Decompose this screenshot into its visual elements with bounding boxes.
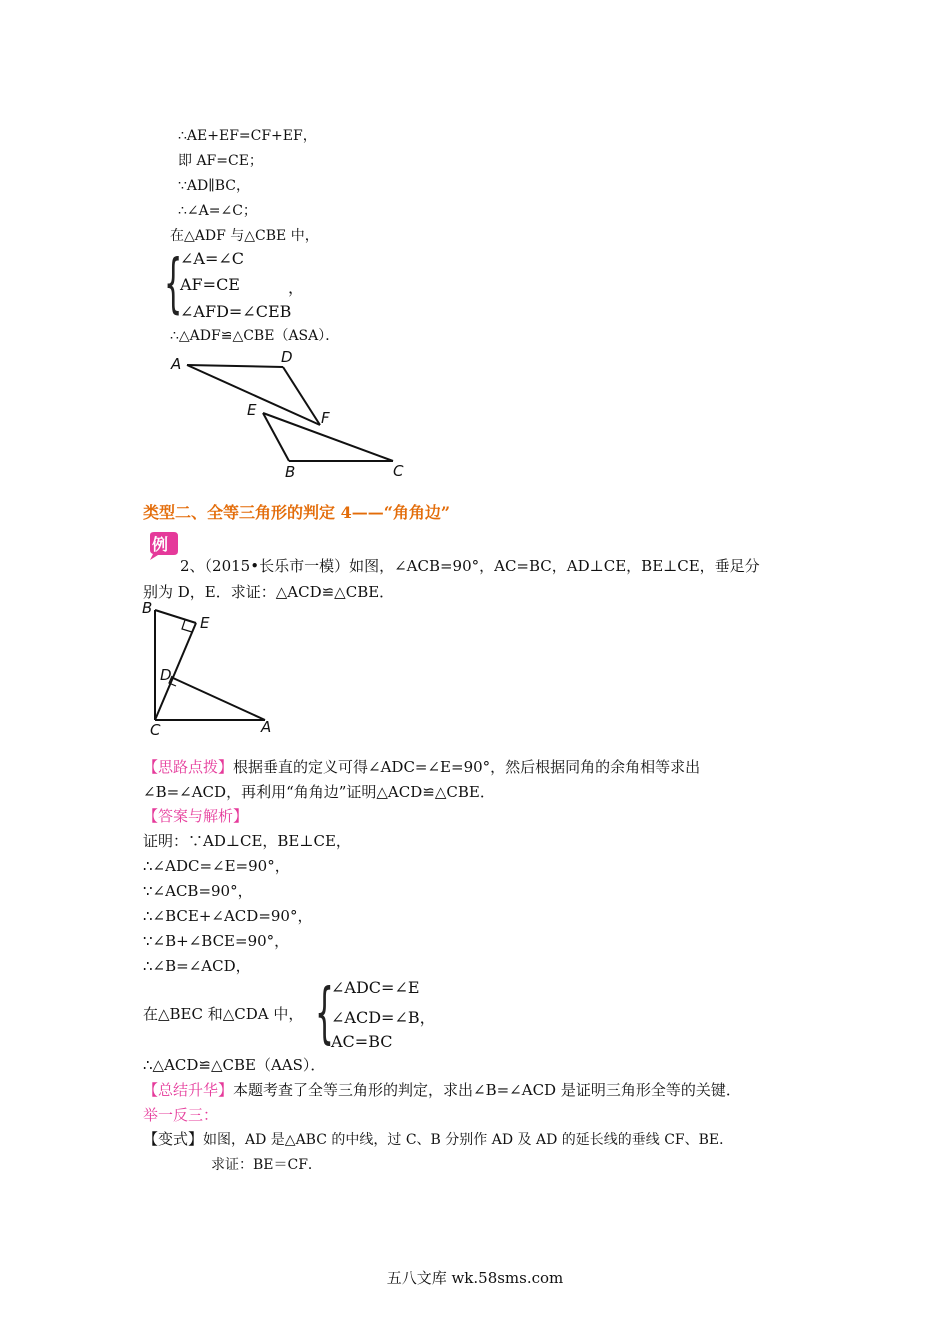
brace-comma: ， [288,278,305,297]
label-f: F [321,409,330,427]
example2-line2: 别为 D，E．求证：△ACD≌△CBE． [143,583,395,601]
label-b: B [285,463,296,481]
hint-line2: ∠B=∠ACD，再利用“角角边”证明△ACD≌△CBE． [143,783,495,801]
label-c: C [393,462,404,480]
segment-be [155,610,196,623]
example2-line1: 2、（2015•长乐市一模）如图，∠ACB=90°，AC=BC，AD⊥CE，BE⊥CE，垂足分 [180,557,760,575]
summary-tag: 【总结升华】 [143,1081,234,1099]
segment-ad [173,678,265,720]
brace-line-3: ∠AFD=∠CEB [180,302,292,321]
brace-line-3: AC=BC [331,1032,393,1051]
brace-line-1: ∠A=∠C [180,249,245,268]
variant-tag: 【变式】 [143,1130,204,1148]
proof2-line3: ∵∠ACB=90°， [143,882,253,900]
hint-tag: 【思路点拨】 [143,758,234,776]
figure-parallelogram-diagram [165,345,415,485]
label-d: D [281,348,293,366]
proof2-line1: 证明：∵AD⊥CE，BE⊥CE， [143,832,351,850]
label-e: E [247,401,257,419]
label-a: A [171,355,182,373]
label-a: A [261,718,272,736]
brace-line-2: AF=CE [180,275,240,294]
left-brace: { [164,247,183,321]
proof1-line2: 即 AF=CE； [178,153,263,169]
hint-line1 [143,757,700,777]
proof2-conclusion: ∴△ACD≌△CBE（AAS）． [143,1056,326,1074]
label-e: E [200,614,210,632]
segment-ad [187,365,283,367]
practice-heading: 举一反三： [143,1106,219,1124]
brace-line-2: ∠ACD=∠B， [331,1008,436,1027]
figure-right-triangle-diagram [140,598,290,743]
proof2-line5: ∵∠B+∠BCE=90°， [143,932,290,950]
proof1-line4: ∴∠A=∠C； [178,203,257,219]
brace-line-1: ∠ADC=∠E [331,978,420,997]
page-footer: 五八文库 wk.58sms.com [386,1269,564,1287]
section-title: 类型二、全等三角形的判定 4——“角角边” [143,503,451,522]
label-b: B [142,599,153,617]
proof2-line2: ∴∠ADC=∠E=90°， [143,857,290,875]
answer-tag: 【答案与解析】 [143,807,249,825]
proof1-line1: ∴AE+EF=CF+EF， [178,128,317,144]
left-brace: { [315,974,334,1051]
variant-line2: 求证：BE＝CF． [211,1157,322,1173]
example-badge-label: 例 [152,535,169,554]
summary-line [143,1080,741,1100]
label-c: C [150,721,161,739]
hint-text-1: 根据垂直的定义可得∠ADC=∠E=90°，然后根据同角的余角相等求出 [233,758,701,776]
proof2-intro: 在△BEC 和△CDA 中， [143,1005,304,1023]
variant-line1 [143,1129,733,1150]
summary-text: 本题考查了全等三角形的判定，求出∠B=∠ACD 是证明三角形全等的关键． [233,1081,741,1099]
variant-text-1: 如图，AD 是△ABC 的中线，过 C、B 分别作 AD 及 AD 的延长线的垂线 CF、BE． [203,1132,734,1148]
proof2-line4: ∴∠BCE+∠ACD=90°， [143,907,313,925]
label-d: D [160,666,172,684]
proof1-conclusion: ∴△ADF≌△CBE（ASA）． [170,328,340,344]
proof1-line3: ∵AD∥BC， [178,178,250,194]
proof1-line5: 在△ADF 与△CBE 中， [170,228,319,244]
proof2-line6: ∴∠B=∠ACD， [143,957,251,975]
